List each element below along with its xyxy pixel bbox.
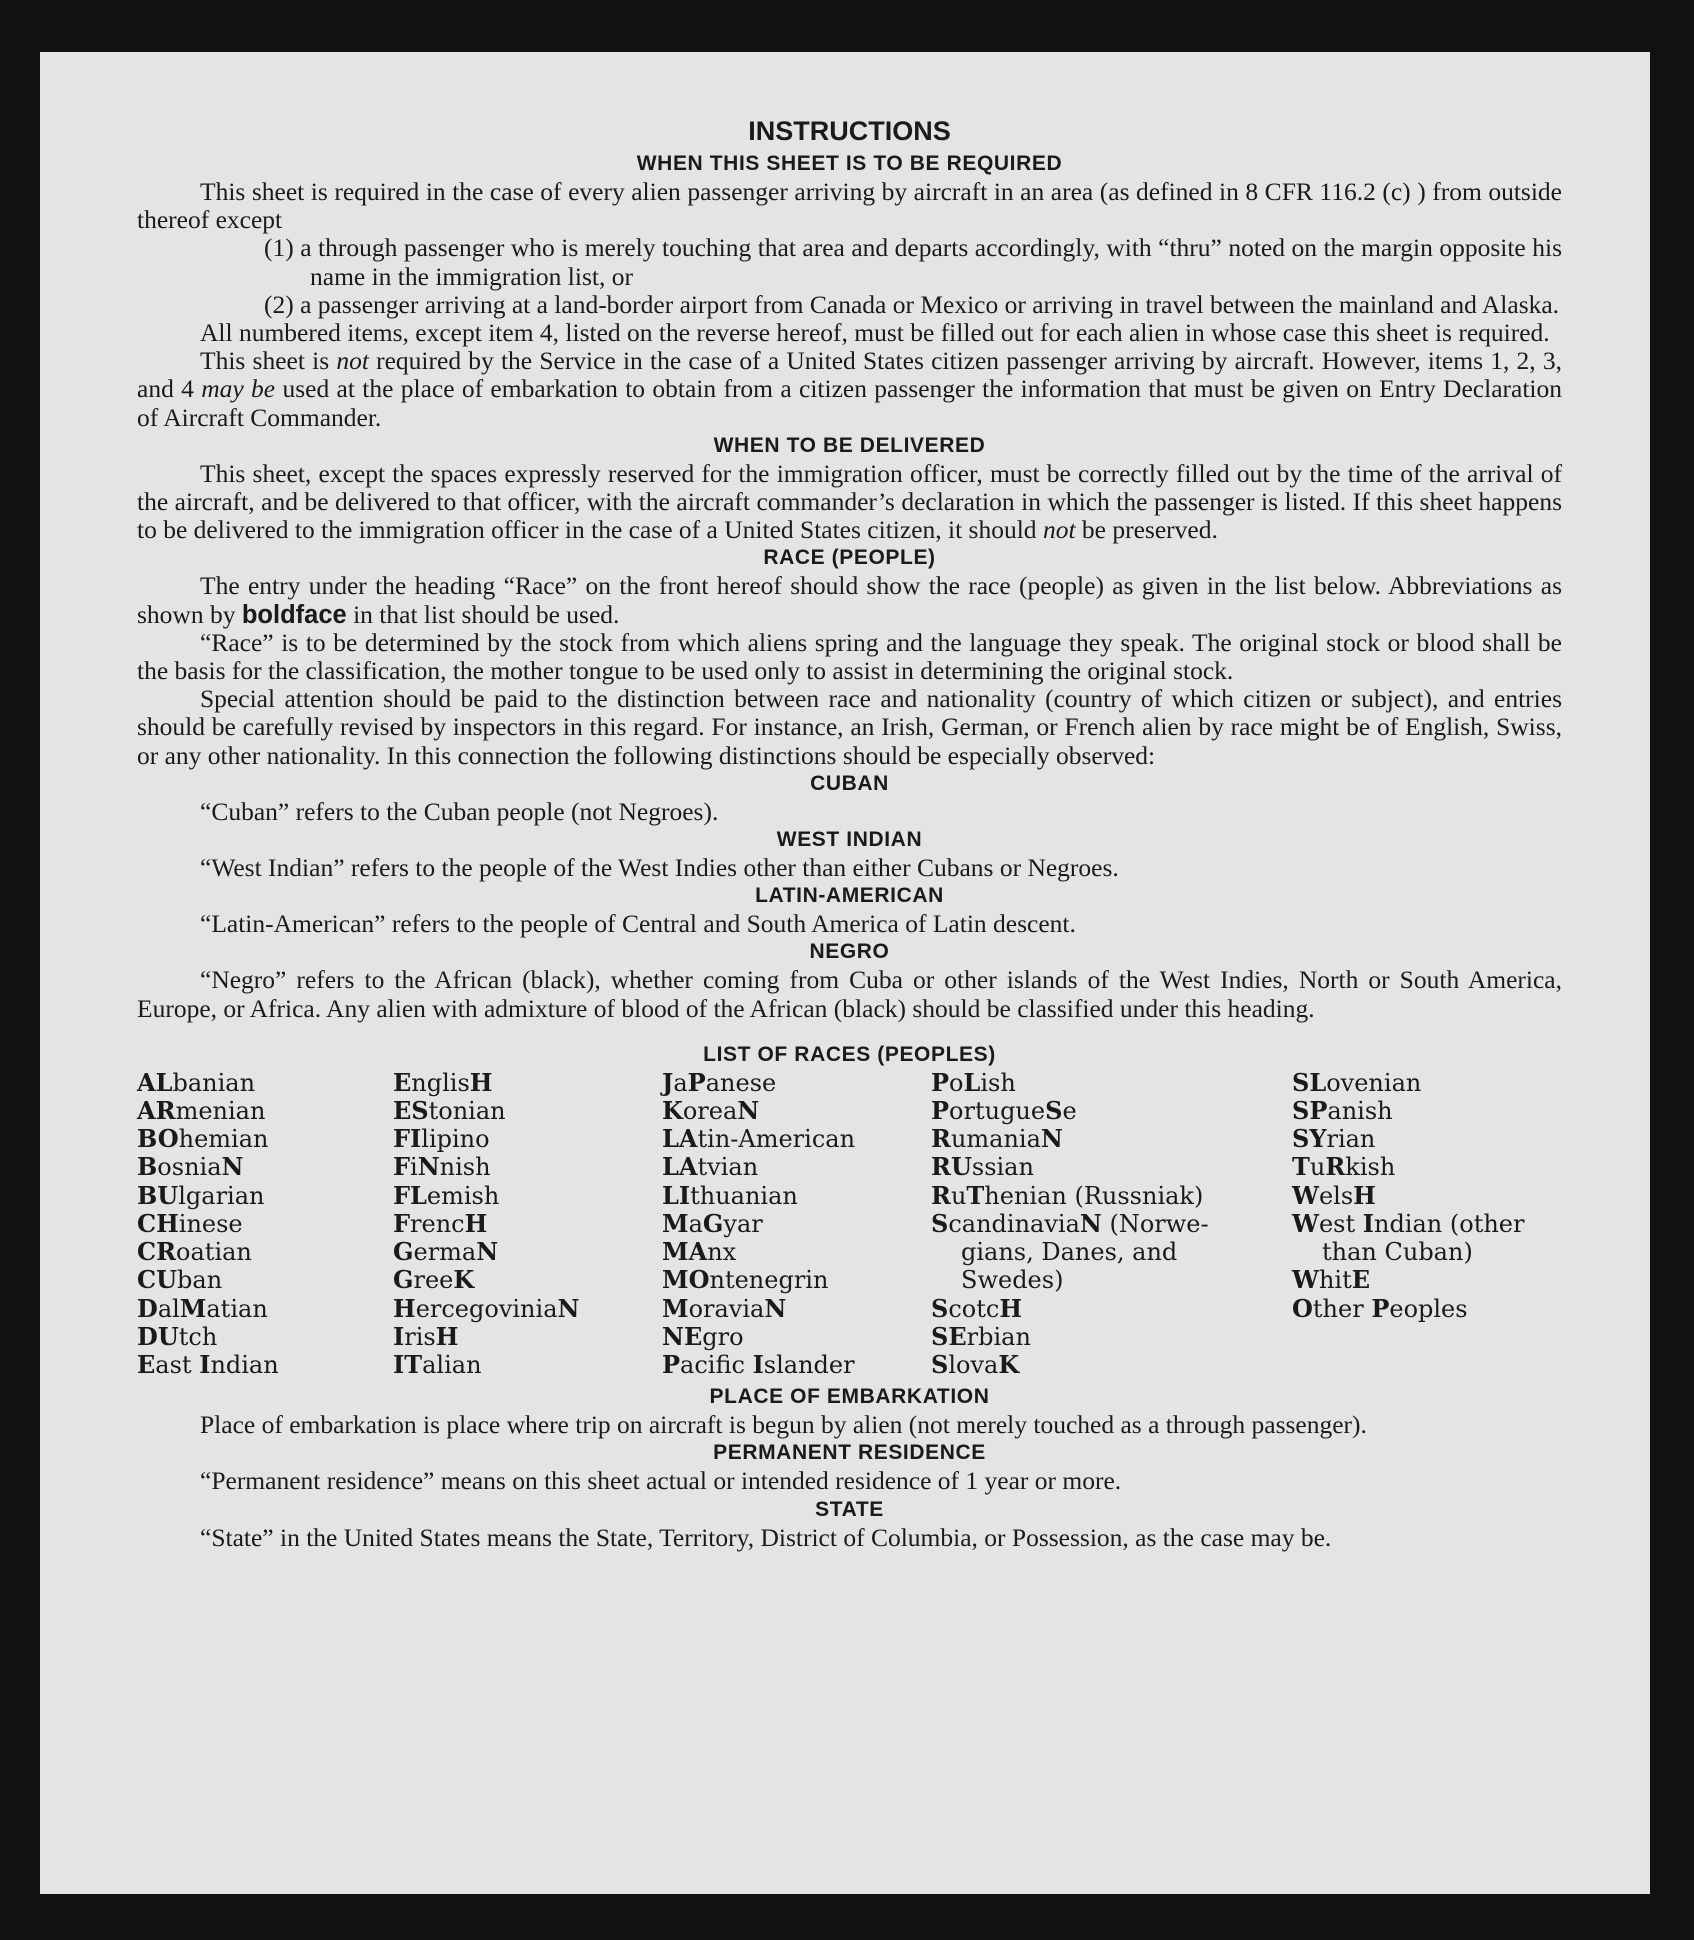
race-abbreviation: FL [393, 1180, 427, 1210]
paragraph-numbered-items: All numbered items, except item 4, listed on the reverse hereof, must be filled out for each alien in whose case this sheet is required. [200, 318, 1550, 348]
race-text: ish [980, 1068, 1016, 1097]
race-abbreviation: P [931, 1096, 950, 1126]
emphasis-may-be: may be [201, 374, 276, 404]
race-text: al [157, 1294, 180, 1323]
race-text: ris [404, 1322, 436, 1351]
race-abbreviation: K [998, 1349, 1020, 1379]
races-column [1292, 1069, 1562, 1379]
race-entry [931, 1153, 1292, 1181]
race-abbreviation: MA [662, 1237, 708, 1267]
race-entry [662, 1069, 931, 1097]
race-text: u [950, 1181, 967, 1210]
race-entry [393, 1266, 662, 1294]
race-abbreviation: F [393, 1152, 411, 1182]
race-entry [931, 1295, 1292, 1323]
race-entry [1292, 1238, 1562, 1266]
race-entry [662, 1210, 931, 1238]
race-abbreviation: R [931, 1124, 951, 1154]
race-abbreviation: I [393, 1321, 405, 1351]
race-entry [393, 1351, 662, 1379]
race-abbreviation: G [702, 1208, 724, 1238]
races-column [662, 1069, 931, 1379]
emphasis-not: not [336, 346, 369, 376]
race-text: i [410, 1153, 418, 1182]
race-text: ndian (other [1373, 1209, 1525, 1238]
race-text: ree [413, 1266, 454, 1295]
race-entry [1292, 1210, 1562, 1238]
race-abbreviation: I [1362, 1208, 1374, 1238]
race-entry [137, 1210, 393, 1238]
race-abbreviation: LA [662, 1124, 698, 1154]
race-entry [393, 1323, 662, 1351]
race-entry [931, 1266, 1292, 1294]
exception-item-2: (2) a passenger arriving at a land-border airport from Canada or Mexico or arriving in travel between the mainland and Alaska. [264, 289, 1560, 319]
races-column [137, 1069, 393, 1379]
document-content [137, 116, 1562, 1552]
race-abbreviation: IT [393, 1349, 423, 1379]
race-entry [1292, 1097, 1562, 1125]
race-text: inese [178, 1209, 243, 1238]
race-abbreviation: S [931, 1293, 949, 1323]
race-text: u [1309, 1153, 1326, 1182]
race-abbreviation: AL [137, 1067, 173, 1097]
text-segment: This sheet, except the spaces expressly reserved for the immigration officer, must be correctly filled out by the time of the arrival of the aircraft, and be delivered to that officer, with the aircraft commander’s declaration in which the passenger is listed. If this sheet happens to be delivered to the immigration officer in the case of a United States citizen, it should [137, 458, 1562, 545]
race-text: orea [682, 1097, 738, 1126]
paragraph-embarkation: Place of embarkation is place where trip on aircraft is begun by alien (not merely touched as a through passenger). [200, 1410, 1367, 1440]
text-segment: The entry under the heading “Race” on the front hereof should show the race (people) as given in the list below. Abbreviations as shown by [137, 571, 1562, 629]
race-text: tin-American [697, 1125, 856, 1154]
race-abbreviation: N [476, 1237, 499, 1267]
race-abbreviation: M [179, 1293, 207, 1323]
race-text: els [1318, 1181, 1354, 1210]
race-entry [137, 1125, 393, 1153]
document-title: INSTRUCTIONS [748, 116, 951, 146]
race-text: ortugue [949, 1097, 1046, 1126]
heading-list-of-races: LIST OF RACES (PEOPLES) [703, 1042, 996, 1066]
race-text: nglis [411, 1068, 470, 1097]
race-entry [1292, 1069, 1562, 1097]
race-abbreviation: E [137, 1349, 156, 1379]
race-text: hit [1318, 1266, 1352, 1295]
race-abbreviation: LI [662, 1180, 691, 1210]
race-abbreviation: N [764, 1293, 787, 1323]
race-entry [931, 1125, 1292, 1153]
race-entry [931, 1069, 1292, 1097]
race-text: anese [705, 1068, 777, 1097]
race-abbreviation: G [393, 1237, 414, 1267]
race-abbreviation: B [137, 1152, 158, 1182]
races-column [931, 1069, 1292, 1379]
race-abbreviation: N [737, 1096, 760, 1126]
race-entry [662, 1238, 931, 1266]
race-entry [1292, 1125, 1562, 1153]
race-text: atian [206, 1294, 268, 1323]
race-abbreviation: N [1079, 1208, 1102, 1238]
race-abbreviation: D [137, 1293, 158, 1323]
race-abbreviation: R [931, 1180, 951, 1210]
heading-cuban: CUBAN [810, 771, 889, 795]
race-entry [393, 1153, 662, 1181]
race-abbreviation: BU [137, 1180, 179, 1210]
race-text: nx [707, 1238, 737, 1267]
race-entry [137, 1323, 393, 1351]
race-text: oravia [688, 1294, 765, 1323]
race-entry [931, 1182, 1292, 1210]
race-abbreviation: W [1292, 1208, 1319, 1238]
race-entry [393, 1069, 662, 1097]
race-entry [662, 1323, 931, 1351]
race-abbreviation: K [662, 1096, 683, 1126]
race-entry [1292, 1153, 1562, 1181]
race-text: tch [178, 1322, 218, 1351]
heading-permanent-residence: PERMANENT RESIDENCE [713, 1441, 986, 1465]
race-abbreviation: RU [931, 1152, 972, 1182]
race-text: e [1062, 1097, 1077, 1126]
race-entry [1292, 1182, 1562, 1210]
race-entry [662, 1125, 931, 1153]
race-text: lova [948, 1350, 999, 1379]
race-abbreviation: FI [393, 1124, 422, 1154]
race-text: than Cuban) [1322, 1238, 1473, 1267]
race-abbreviation: N [1040, 1124, 1063, 1154]
race-text: osnia [157, 1153, 222, 1182]
race-entry [662, 1097, 931, 1125]
race-text: a [673, 1068, 688, 1097]
race-entry [393, 1125, 662, 1153]
race-abbreviation: T [1292, 1152, 1310, 1182]
race-text: yar [723, 1209, 763, 1238]
race-abbreviation: CR [137, 1237, 177, 1267]
races-column [393, 1069, 662, 1379]
race-text: tonian [428, 1097, 506, 1126]
race-text: ntenegrin [709, 1266, 829, 1295]
race-abbreviation: ES [393, 1096, 429, 1126]
race-entry [137, 1153, 393, 1181]
race-text: (Norwe- [1101, 1209, 1209, 1238]
race-abbreviation: S [1045, 1096, 1063, 1126]
paragraph-race-entry [137, 572, 1562, 628]
race-abbreviation: I [199, 1349, 211, 1379]
race-abbreviation: H [1353, 1180, 1376, 1210]
race-entry [137, 1069, 393, 1097]
race-entry [393, 1238, 662, 1266]
paragraph-race-nationality: Special attention should be paid to the distinction between race and nationality (country of which citizen or subject), and entries should be carefully revised by inspectors in this regard. For instance, an Irish, German, or French alien by race might be of English, Swiss, or any other nationality. In this connection the following distinctions should be especially observed: [137, 684, 1562, 770]
race-entry [393, 1182, 662, 1210]
race-entry [393, 1295, 662, 1323]
text-segment: This sheet is [200, 346, 337, 376]
race-abbreviation: W [1292, 1265, 1319, 1295]
race-text: candinavia [948, 1209, 1080, 1238]
paragraph-citizen-passenger [137, 347, 1562, 432]
race-abbreviation: T [966, 1180, 985, 1210]
race-abbreviation: O [1292, 1293, 1313, 1323]
race-entry [662, 1351, 931, 1379]
race-text: ercegovinia [415, 1294, 558, 1323]
text-segment: in that list should be used. [346, 599, 620, 629]
race-abbreviation: F [393, 1208, 411, 1238]
heading-race: RACE (PEOPLE) [763, 546, 936, 570]
paragraph-permanent-residence: “Permanent residence” means on this sheet actual or intended residence of 1 year or more. [200, 1466, 1122, 1496]
race-abbreviation: H [435, 1321, 459, 1351]
race-text: rbian [966, 1322, 1031, 1351]
paragraph-state: “State” in the United States means the State, Territory, District of Columbia, or Possession, as the case may be. [200, 1522, 1332, 1552]
race-abbreviation: N [417, 1152, 440, 1182]
race-abbreviation: BO [137, 1124, 179, 1154]
paragraph-latin-american: “Latin-American” refers to the people of Central and South America of Latin descent. [200, 909, 1076, 939]
race-text: lipino [421, 1125, 490, 1154]
race-entry [662, 1153, 931, 1181]
race-abbreviation: G [393, 1265, 414, 1295]
text-segment: required by the Service in the case of a United States citizen passenger arriving by aircraft. However, items 1, 2, 3, and 4 [137, 346, 1562, 404]
race-abbreviation: AR [137, 1096, 176, 1126]
paragraph-delivery [137, 460, 1562, 545]
race-entry [931, 1097, 1292, 1125]
race-text: tvian [697, 1153, 759, 1182]
race-entry [137, 1266, 393, 1294]
race-text: alian [422, 1350, 482, 1379]
race-entry [1292, 1295, 1562, 1323]
race-entry [931, 1238, 1292, 1266]
race-text: slander [763, 1350, 855, 1379]
heading-when-required: WHEN THIS SHEET IS TO BE REQUIRED [636, 152, 1063, 175]
race-abbreviation: SE [931, 1321, 967, 1351]
spacer [137, 1023, 1562, 1041]
race-entry [662, 1266, 931, 1294]
race-entry [137, 1351, 393, 1379]
heading-negro: NEGRO [809, 940, 890, 964]
race-entry [1292, 1266, 1562, 1294]
race-text: ovenian [1326, 1068, 1422, 1097]
race-text: gro [702, 1322, 744, 1351]
race-text: oatian [176, 1238, 252, 1267]
race-abbreviation: P [1371, 1293, 1390, 1323]
race-text: Swedes) [961, 1266, 1064, 1295]
race-text: a [688, 1209, 703, 1238]
race-abbreviation: K [453, 1265, 475, 1295]
race-text: ssian [971, 1153, 1034, 1182]
paragraph-cuban: “Cuban” refers to the Cuban people (not Negroes). [200, 796, 719, 826]
heading-when-delivered: WHEN TO BE DELIVERED [713, 433, 986, 457]
exception-item-1: (1) a through passenger who is merely touching that area and departs accordingly, with “thru” noted on the margin opposite his name in the immigration list, or [264, 233, 1562, 291]
text-segment: be preserved. [1075, 515, 1218, 545]
race-text: o [949, 1068, 964, 1097]
race-text: lgarian [178, 1181, 265, 1210]
race-abbreviation: N [221, 1152, 244, 1182]
race-abbreviation: SY [1292, 1124, 1327, 1154]
race-text: henian (Russniak) [984, 1181, 1204, 1210]
paragraph-negro: “Negro” refers to the African (black), whether coming from Cuba or other islands of the West Indies, North or South America, Europe, or Africa. Any alien with admixture of blood of the African (black) should be classified under this heading. [137, 965, 1562, 1023]
heading-place-of-embarkation: PLACE OF EMBARKATION [709, 1385, 990, 1409]
race-entry [137, 1097, 393, 1125]
race-entry [931, 1210, 1292, 1238]
emphasis-not: not [1042, 515, 1076, 545]
paragraph-west-indian: “West Indian” refers to the people of the West Indies other than either Cubans or Negroes. [200, 853, 1119, 883]
race-abbreviation: MO [662, 1265, 710, 1295]
boldface-word: boldface [241, 600, 347, 629]
race-abbreviation: H [469, 1067, 493, 1097]
race-text: banian [172, 1068, 256, 1097]
race-entry [662, 1182, 931, 1210]
race-text: rian [1326, 1125, 1376, 1154]
race-abbreviation: E [1351, 1265, 1371, 1295]
text-segment: used at the place of embarkation to obtain from a citizen passenger the information that must be given on Entry Declaration of Aircraft Commander. [137, 374, 1562, 432]
races-list [137, 1069, 1562, 1379]
race-text: est [1318, 1209, 1363, 1238]
heading-latin-american: LATIN-AMERICAN [755, 884, 944, 908]
race-entry [137, 1295, 393, 1323]
race-entry [393, 1210, 662, 1238]
race-abbreviation: P [687, 1067, 706, 1097]
race-abbreviation: W [1292, 1180, 1319, 1210]
race-text: ban [177, 1266, 223, 1295]
race-abbreviation: R [1325, 1152, 1346, 1182]
race-text: eoples [1389, 1294, 1468, 1323]
heading-west-indian: WEST INDIAN [776, 828, 923, 852]
race-text: gians, Danes, and [961, 1238, 1178, 1267]
race-abbreviation: P [931, 1067, 950, 1097]
race-abbreviation: LA [662, 1152, 698, 1182]
race-text: umania [950, 1125, 1041, 1154]
race-abbreviation: SP [1292, 1096, 1328, 1126]
race-abbreviation: M [662, 1293, 689, 1323]
race-entry [931, 1323, 1292, 1351]
paragraph-race-stock: “Race” is to be determined by the stock from which aliens spring and the language they speak. The original stock or blood shall be the basis for the classification, the mother tongue to be used only to assist in determining the original stock. [137, 627, 1562, 686]
race-entry [662, 1295, 931, 1323]
race-text: nish [439, 1153, 491, 1182]
race-abbreviation: N [557, 1293, 580, 1323]
race-text: renc [410, 1209, 465, 1238]
race-abbreviation: E [393, 1067, 412, 1097]
race-text: menian [175, 1097, 266, 1126]
race-abbreviation: H [464, 1208, 488, 1238]
document-sheet [40, 52, 1650, 1894]
race-abbreviation: H [999, 1293, 1023, 1323]
race-text: emish [426, 1181, 500, 1210]
race-entry [137, 1182, 393, 1210]
race-abbreviation: I [752, 1349, 764, 1379]
race-abbreviation: S [931, 1349, 949, 1379]
race-entry [137, 1238, 393, 1266]
race-text: ast [155, 1350, 200, 1379]
race-entry [931, 1351, 1292, 1379]
race-text: hemian [178, 1125, 269, 1154]
race-abbreviation: P [662, 1349, 681, 1379]
race-text: ndian [210, 1350, 279, 1379]
race-abbreviation: L [963, 1067, 981, 1097]
race-abbreviation: H [393, 1293, 416, 1323]
race-text: anish [1327, 1097, 1393, 1126]
race-abbreviation: CH [137, 1208, 179, 1238]
race-text: ther [1312, 1294, 1372, 1323]
race-abbreviation: M [662, 1208, 689, 1238]
race-text: acific [680, 1350, 753, 1379]
race-abbreviation: J [662, 1067, 674, 1097]
paragraph-required-intro: This sheet is required in the case of every alien passenger arriving by aircraft in an area (as defined in 8 CFR 116.2 (c) ) from outside thereof except [137, 177, 1562, 235]
race-text: thuanian [690, 1181, 798, 1210]
race-abbreviation: SL [1292, 1067, 1327, 1097]
race-abbreviation: DU [137, 1321, 179, 1351]
race-text: erma [413, 1238, 477, 1267]
race-abbreviation: S [931, 1208, 949, 1238]
race-text: cotc [948, 1294, 1000, 1323]
race-text: kish [1345, 1153, 1396, 1182]
heading-state: STATE [815, 1497, 884, 1521]
race-entry [393, 1097, 662, 1125]
race-abbreviation: CU [137, 1265, 178, 1295]
race-abbreviation: NE [662, 1321, 703, 1351]
